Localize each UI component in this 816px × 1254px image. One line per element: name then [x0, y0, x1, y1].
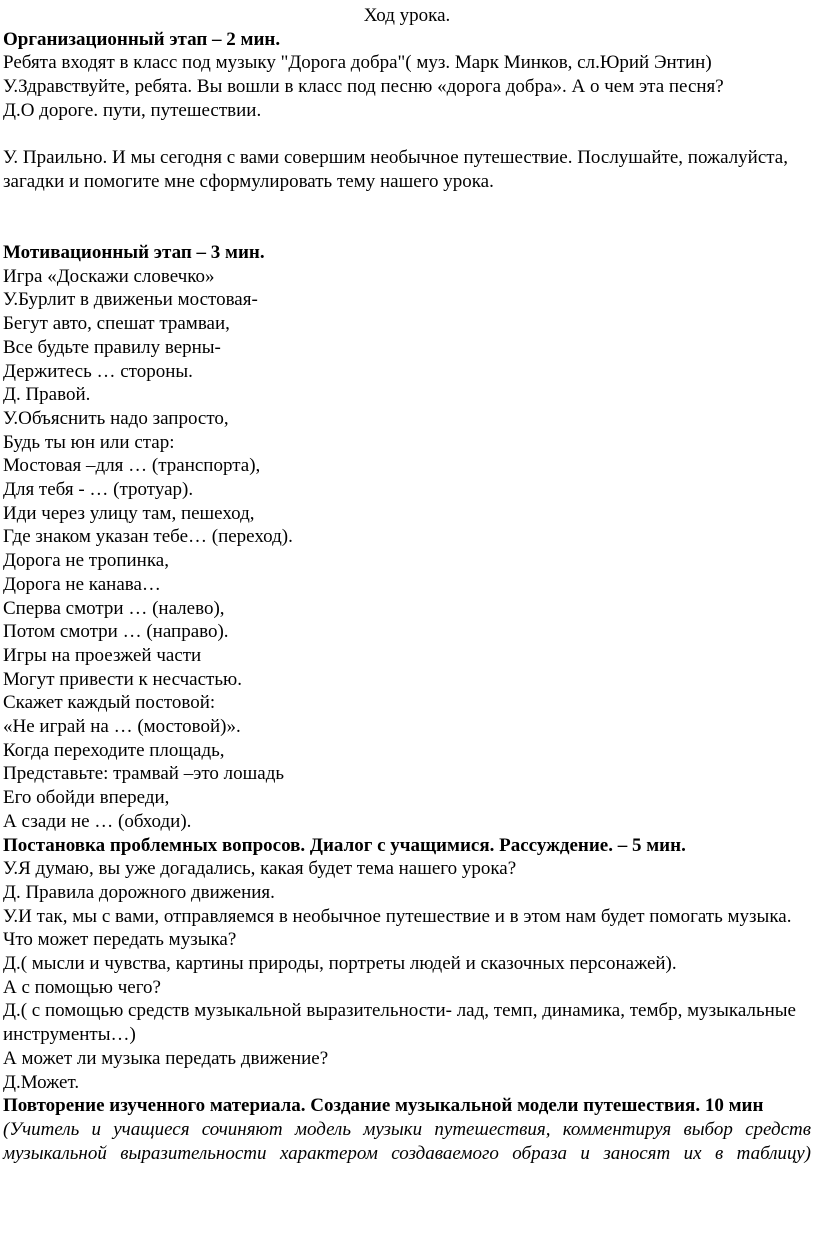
paragraph-line: Что может передать музыка?: [3, 929, 237, 951]
poem-line: Когда переходите площадь,: [3, 739, 225, 761]
poem-line: Держитесь … стороны.: [3, 360, 193, 382]
poem-line: Все будьте правилу верны-: [3, 336, 221, 358]
document-title: Ход урока.: [363, 5, 451, 26]
section-heading-problem-questions: Постановка проблемных вопросов. Диалог с учащимися. Рассуждение. – 5 мин.: [3, 834, 686, 856]
poem-line: Иди через улицу там, пешеход,: [3, 502, 255, 524]
poem-line: Игры на проезжей части: [3, 644, 202, 666]
poem-line: Его обойди впереди,: [3, 787, 170, 809]
paragraph-line: Д.О дороге. пути, путешествии.: [3, 99, 262, 121]
poem-line: Игра «Доскажи словечко»: [3, 265, 215, 287]
paragraph-line: Д.( с помощью средств музыкальной выразительности- лад, темп, динамика, тембр, музыкальные инструменты…): [3, 1000, 796, 1046]
paragraph-line: У.И так, мы с вами, отправляемся в необычное путешествие и в этом нам будет помогать музыка.: [3, 905, 792, 927]
paragraph-line: А с помощью чего?: [3, 976, 161, 998]
italic-note: (Учитель и учащиеся сочиняют модель музыки путешествия, комментируя выбор средств музыкальной выразительности характером создаваемого образа и заносят их в таблицу): [3, 1119, 811, 1164]
poem-line: У.Бурлит в движеньи мостовая-: [3, 289, 258, 311]
poem-line: А сзади не … (обходи).: [3, 810, 192, 832]
section-heading-motivational: Мотивационный этап – 3 мин.: [3, 241, 265, 263]
poem-line: Мостовая –для … (транспорта),: [3, 455, 261, 477]
paragraph-line: У.Здравствуйте, ребята. Вы вошли в класс под песню «дорога добра». А о чем эта песня?: [3, 76, 724, 98]
paragraph-line: Д.Может.: [3, 1071, 80, 1093]
blank-line: [3, 217, 811, 241]
paragraph-line: Ребята входят в класс под музыку "Дорога добра"( муз. Марк Минков, сл.Юрий Энтин): [3, 52, 712, 74]
poem-line: Представьте: трамвай –это лошадь: [3, 763, 285, 785]
poem-line: Где знаком указан тебе… (переход).: [3, 526, 293, 548]
poem-line: Д. Правой.: [3, 384, 91, 406]
document-page: [3, 4, 811, 1165]
paragraph-line: У. Праильно. И мы сегодня с вами совершим необычное путешествие. Послушайте, пожалуйста, загадки и помогите мне сформулировать тему нашего урока.: [3, 147, 788, 192]
section-heading-organizational: Организационный этап – 2 мин.: [3, 28, 281, 50]
blank-line: [3, 123, 811, 147]
paragraph-line: У.Я думаю, вы уже догадались, какая будет тема нашего урока?: [3, 858, 517, 880]
poem-line: Будь ты юн или стар:: [3, 431, 175, 453]
section-heading-review: Повторение изученного материала. Создание музыкальной модели путешествия. 10 мин: [3, 1095, 764, 1117]
paragraph-line: Д.( мысли и чувства, картины природы, портреты людей и сказочных персонажей).: [3, 953, 677, 975]
poem-line: У.Объяснить надо запросто,: [3, 407, 229, 429]
poem-line: «Не играй на … (мостовой)».: [3, 716, 241, 738]
paragraph-line: А может ли музыка передать движение?: [3, 1047, 329, 1069]
poem-line: Потом смотри … (направо).: [3, 621, 229, 643]
poem-line: Бегут авто, спешат трамваи,: [3, 313, 230, 335]
poem-line: Для тебя - … (тротуар).: [3, 479, 194, 501]
paragraph-line: Д. Правила дорожного движения.: [3, 881, 275, 903]
poem-line: Сперва смотри … (налево),: [3, 597, 225, 619]
poem-line: Дорога не тропинка,: [3, 550, 169, 572]
blank-line: [3, 194, 811, 218]
poem-line: Скажет каждый постовой:: [3, 692, 216, 714]
poem-line: Могут привести к несчастью.: [3, 668, 242, 690]
poem-line: Дорога не канава…: [3, 573, 161, 595]
